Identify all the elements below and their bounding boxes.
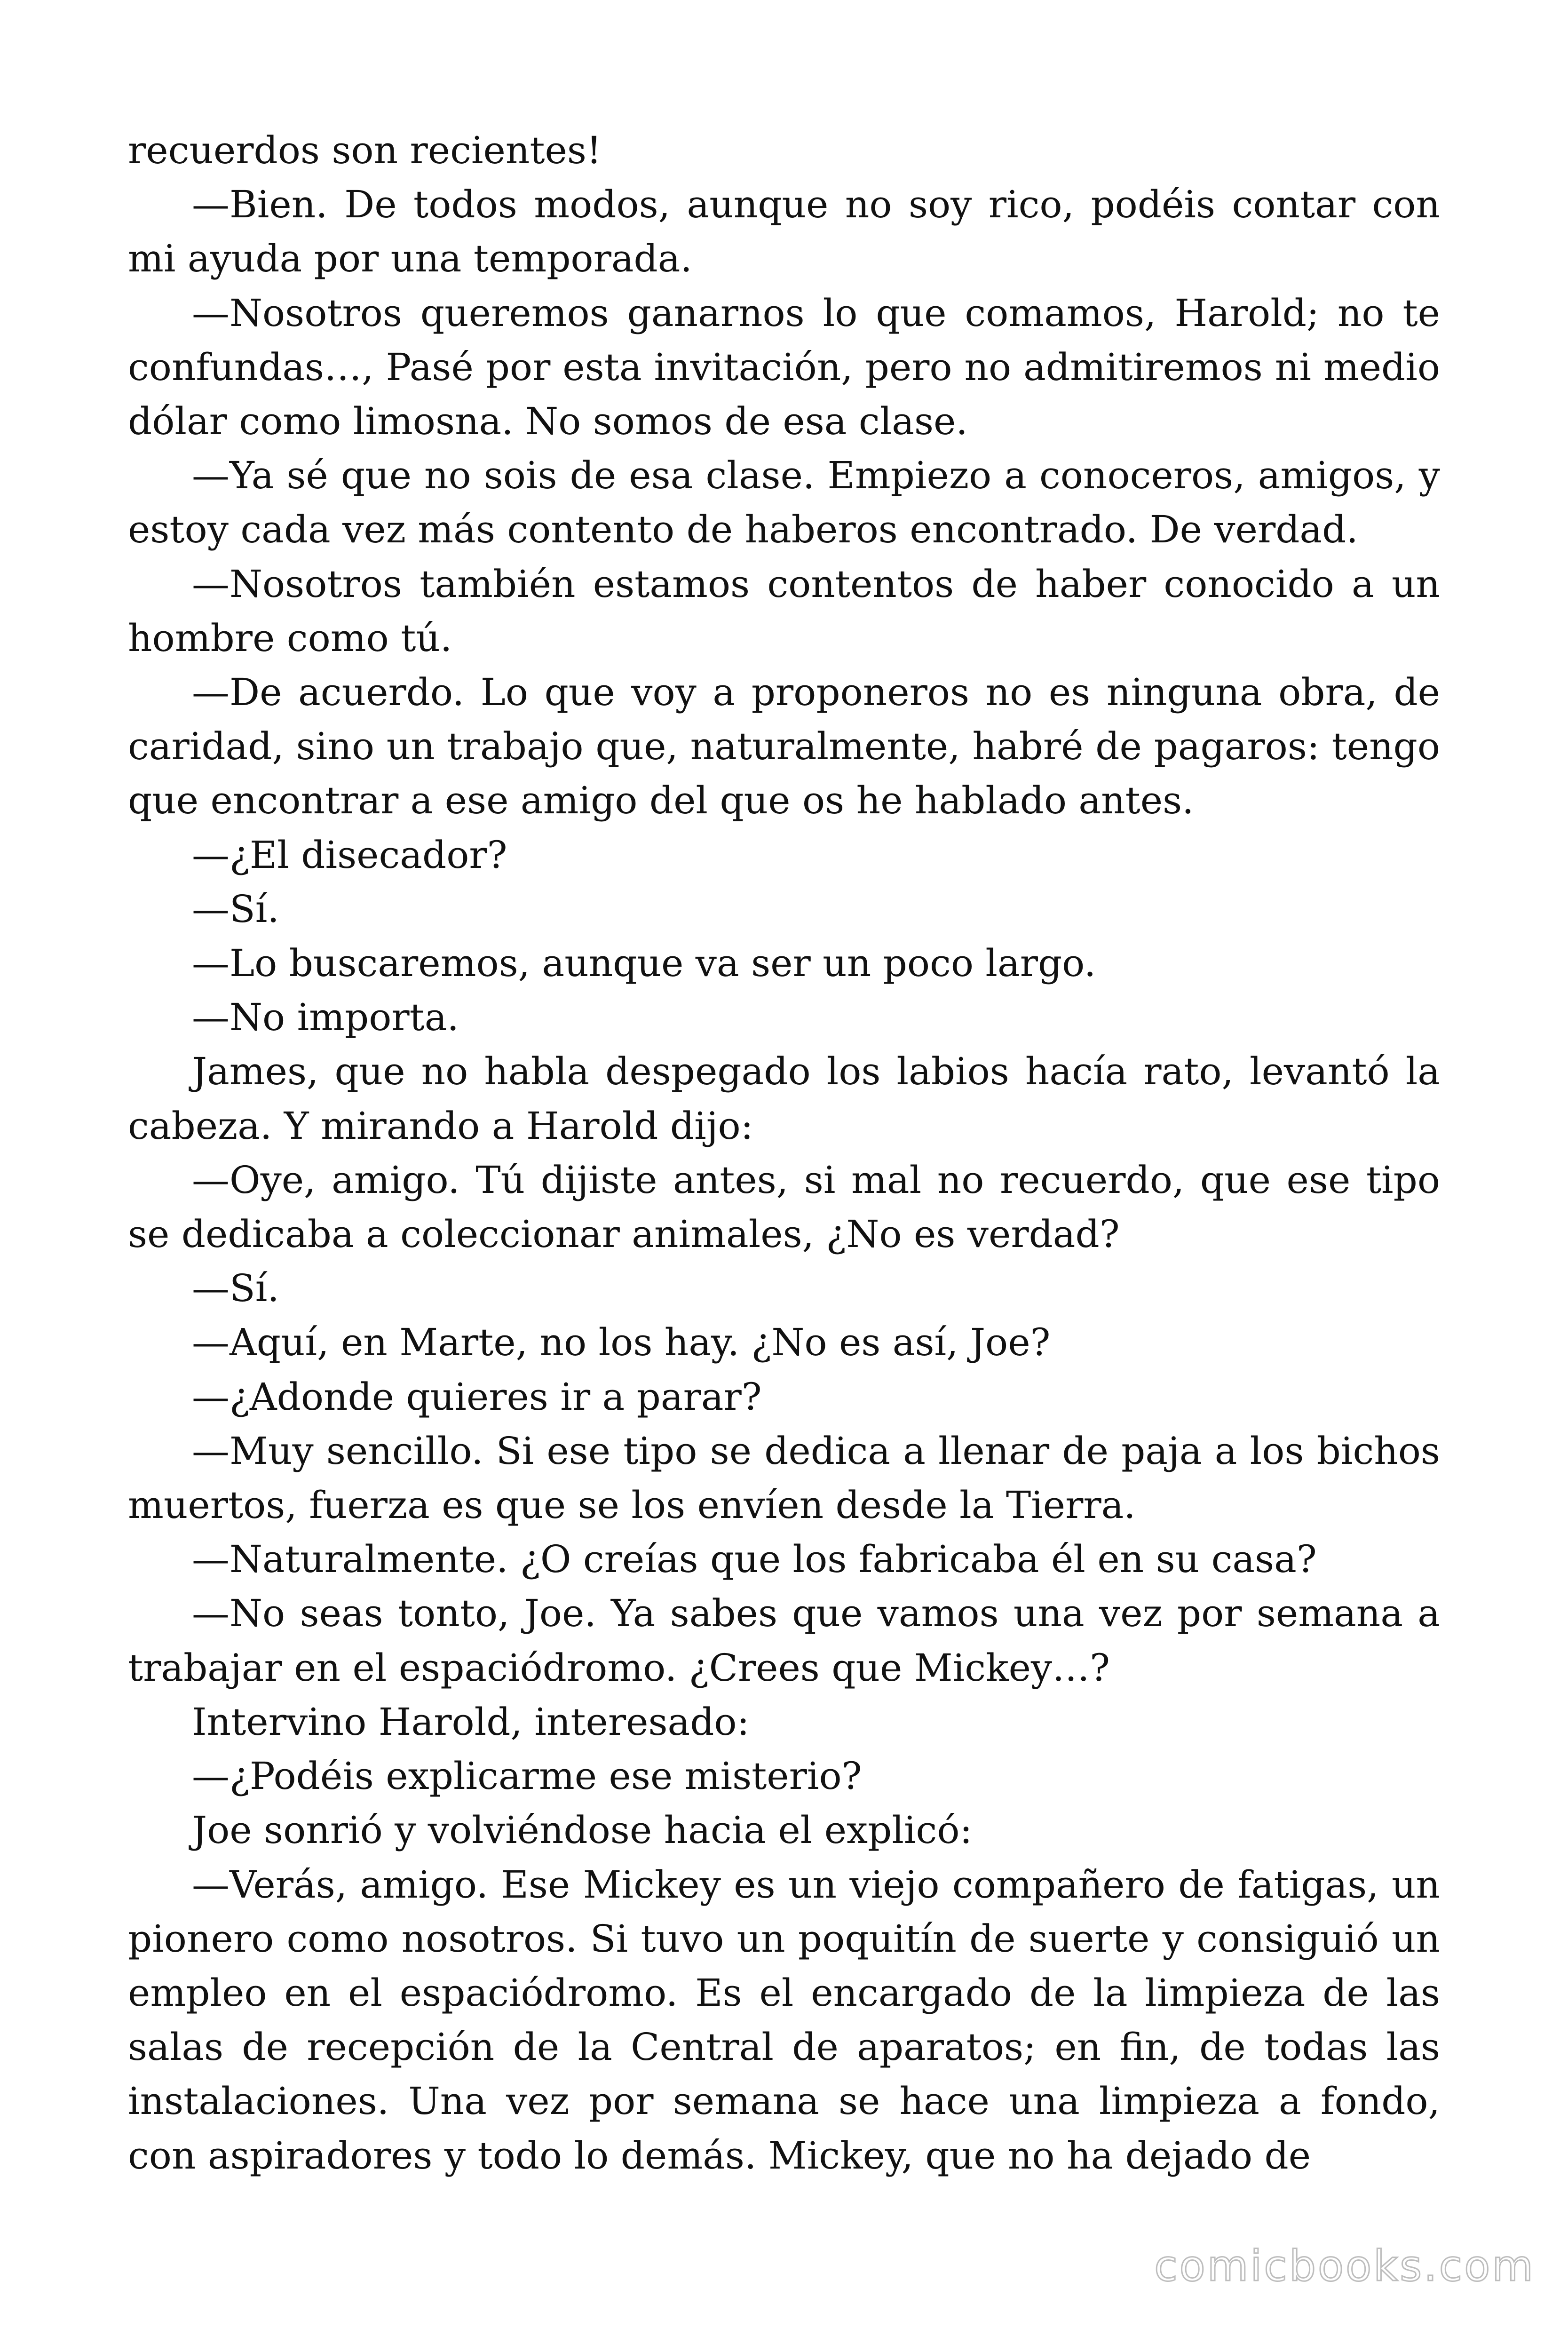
paragraph: —¿El disecador?	[192, 833, 507, 877]
paragraph: —Ya sé que no sois de esa clase. Empiezo a conoceros, amigos, y estoy cada vez más contento de haberos encontrado. De verdad.	[128, 453, 1440, 552]
paragraph: —Sí.	[192, 887, 279, 931]
paragraph: —No seas tonto, Joe. Ya sabes que vamos una vez por semana a trabajar en el espaciódromo. ¿Crees que Mickey…?	[128, 1591, 1440, 1690]
paragraph: —Aquí, en Marte, no los hay. ¿No es así, Joe?	[192, 1320, 1051, 1365]
paragraph: Intervino Harold, interesado:	[192, 1700, 750, 1744]
paragraph: —Naturalmente. ¿O creías que los fabricaba él en su casa?	[192, 1537, 1317, 1581]
paragraph: —¿Podéis explicarme ese misterio?	[192, 1754, 862, 1798]
paragraph: —Nosotros también estamos contentos de haber conocido a un hombre como tú.	[128, 562, 1440, 660]
paragraph: recuerdos son recientes!	[128, 128, 602, 172]
paragraph: —Sí.	[192, 1266, 279, 1311]
paragraph: —No importa.	[192, 995, 459, 1040]
paragraph: —Muy sencillo. Si ese tipo se dedica a llenar de paja a los bichos muertos, fuerza es que se los envíen desde la Tierra.	[128, 1429, 1440, 1527]
paragraph: Joe sonrió y volviéndose hacia el explicó:	[192, 1808, 973, 1852]
paragraph: —Bien. De todos modos, aunque no soy rico, podéis contar con mi ayuda por una temporada.	[128, 183, 1440, 281]
paragraph: James, que no habla despegado los labios hacía rato, levantó la cabeza. Y mirando a Harold dijo:	[128, 1049, 1440, 1148]
paragraph: —De acuerdo. Lo que voy a proponeros no es ninguna obra, de caridad, sino un trabajo que, naturalmente, habré de pagaros: tengo que encontrar a ese amigo del que os he hablado antes.	[128, 670, 1440, 823]
paragraph: —Oye, amigo. Tú dijiste antes, si mal no recuerdo, que ese tipo se dedicaba a coleccionar animales, ¿No es verdad?	[128, 1158, 1440, 1256]
paragraph: —¿Adonde quieres ir a parar?	[192, 1375, 762, 1419]
page-body	[128, 123, 1440, 2183]
watermark: comicbooks.com	[1154, 2241, 1535, 2291]
paragraph: —Nosotros queremos ganarnos lo que comamos, Harold; no te confundas…, Pasé por esta invitación, pero no admitiremos ni medio dólar como limosna. No somos de esa clase.	[128, 291, 1440, 444]
paragraph: —Lo buscaremos, aunque va ser un poco largo.	[192, 941, 1096, 985]
paragraph: —Verás, amigo. Ese Mickey es un viejo compañero de fatigas, un pionero como nosotros. Si tuvo un poquitín de suerte y consiguió un empleo en el espaciódromo. Es el encargado de la limpieza de las salas de recepción de la Central de aparatos; en fin, de todas las instalaciones. Una vez por semana se hace una limpieza a fondo, con aspiradores y todo lo demás. Mickey, que no ha dejado de	[128, 1862, 1440, 2177]
